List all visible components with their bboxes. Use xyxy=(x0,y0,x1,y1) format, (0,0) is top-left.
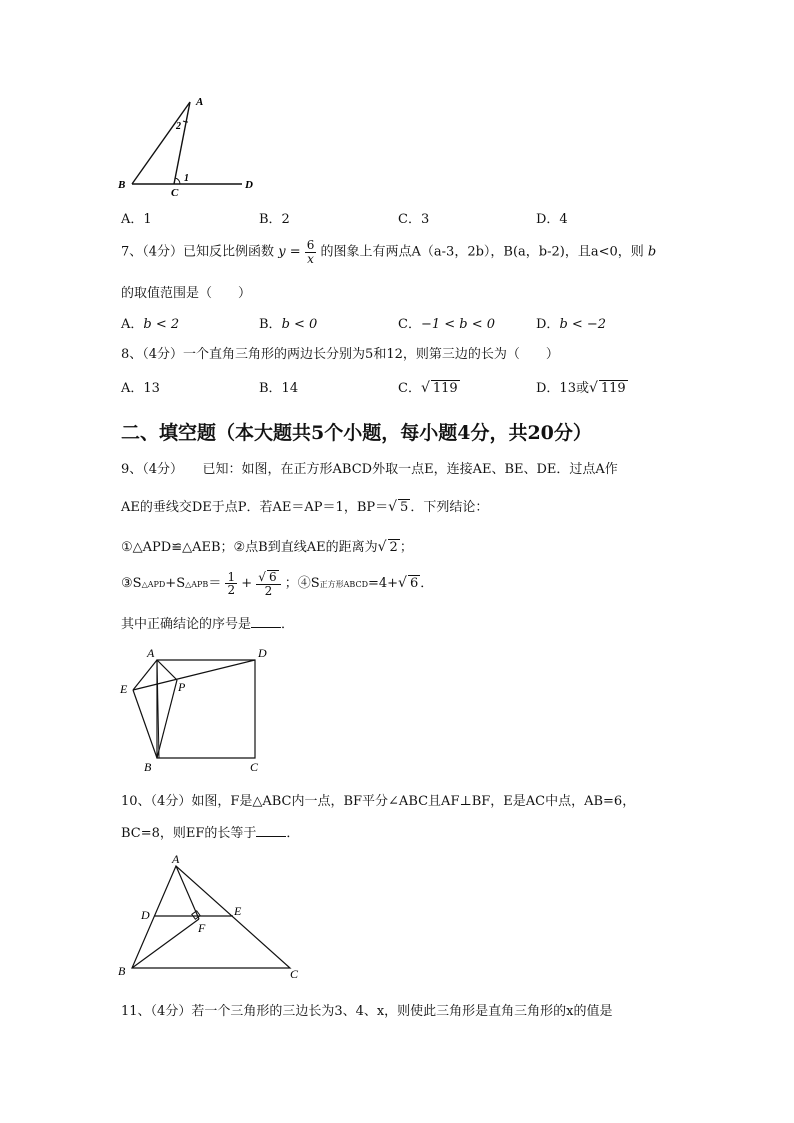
q7-option-b: B．b < 0 xyxy=(259,317,318,332)
q7-option-d: D．b < −2 xyxy=(536,317,607,332)
label-e: E xyxy=(234,904,242,918)
q6-option-c: C．3 xyxy=(398,212,430,227)
question-8: 8、（4分）一个直角三角形的两边长分别为5和12，则第三边的长为（ ） xyxy=(121,347,559,362)
q10-line2: BC=8，则EF的长等于 ． xyxy=(121,826,300,841)
label-a: A xyxy=(196,96,204,108)
label-a: A xyxy=(172,852,180,866)
label-b: B xyxy=(144,760,152,774)
q8-option-d: D．13或√ 119 xyxy=(536,380,626,396)
segment-ap xyxy=(157,660,177,680)
label-a: A xyxy=(147,646,155,660)
segment-eb xyxy=(133,690,157,758)
square-figure xyxy=(115,640,275,778)
q7-suffix: 的图象上有两点A（a-3，2b），B(a，b-2)，且a<0，则 xyxy=(320,244,644,260)
q7-option-a: A．b < 2 xyxy=(121,317,180,332)
q6-option-a: A．1 xyxy=(121,212,152,227)
answer-blank xyxy=(251,615,281,628)
q7-prefix: 7、（4分）已知反比例函数 xyxy=(121,244,275,260)
label-angle-2: 2 xyxy=(176,121,181,132)
answer-blank xyxy=(256,824,286,837)
q9-line1: 9、（4分） 已知：如图，在正方形ABCD外取一点E，连接AE、BE、DE．过点A作 xyxy=(121,462,618,477)
angle-2-arc xyxy=(183,121,188,122)
label-b: B xyxy=(118,964,126,978)
q8-option-c: C．√ 119 xyxy=(398,380,458,396)
q9-fraction-2: $\frac{√ 6}{2}$ xyxy=(256,570,280,597)
q7-fraction-num: 6 xyxy=(306,238,315,252)
q9-fraction-1: $\frac{1}{2}$ xyxy=(227,569,236,598)
q7-fraction-den: x xyxy=(307,251,314,266)
q7-y: y xyxy=(278,244,286,260)
label-c: C xyxy=(250,760,259,774)
q8-option-b: B．14 xyxy=(259,381,299,396)
segment-ed xyxy=(133,660,255,690)
label-f: F xyxy=(198,921,206,935)
label-d: D xyxy=(141,908,150,922)
angle-1-arc xyxy=(175,178,180,184)
question-7 xyxy=(121,239,656,265)
q6-option-b: B．2 xyxy=(259,212,290,227)
label-e: E xyxy=(120,682,128,696)
q7-b: b xyxy=(647,244,657,260)
label-c: C xyxy=(290,967,299,981)
label-angle-1: 1 xyxy=(184,173,189,184)
q9-line5: 其中正确结论的序号是 ． xyxy=(121,617,295,632)
q9-line4: ③S△APD+S△APB＝ $\frac{1}{2}$ + $\frac{√ 6}{2}$ ；④S正方形ABCD=4+√ 6 ． xyxy=(121,569,434,598)
angle-figure xyxy=(112,92,262,202)
q9-line3: ①△APD≌△AEB；②点B到直线AE的距离为√ 2 ； xyxy=(121,539,413,555)
q7-option-c: C．−1 < b < 0 xyxy=(398,317,496,332)
q7-eq: = xyxy=(289,244,301,260)
q7-line2: 的取值范围是（ ） xyxy=(121,286,252,301)
segment-pb xyxy=(157,680,177,758)
label-p: P xyxy=(178,680,186,694)
question-11: 11、（4分）若一个三角形的三边长为3、4、x，则使此三角形是直角三角形的x的值是 xyxy=(121,1004,613,1019)
triangle-figure xyxy=(112,852,312,984)
q9-line2: AE的垂线交DE于点P．若AE＝AP＝1，BP＝√ 5 ．下列结论： xyxy=(121,499,489,515)
q7-fraction xyxy=(305,239,317,265)
q6-option-d: D．4 xyxy=(536,212,568,227)
label-d: D xyxy=(258,646,267,660)
label-b: B xyxy=(118,179,126,191)
q10-line1: 10、（4分）如图，F是△ABC内一点，BF平分∠ABC且AF⊥BF，E是AC中点，AB=6， xyxy=(121,794,636,809)
q8-option-a: A．13 xyxy=(121,381,160,396)
section-2-heading: 二、填空题（本大题共5个小题，每小题4分，共20分） xyxy=(121,422,592,444)
label-d: D xyxy=(245,179,253,191)
triangle-abc xyxy=(132,866,290,968)
label-c: C xyxy=(171,187,179,199)
